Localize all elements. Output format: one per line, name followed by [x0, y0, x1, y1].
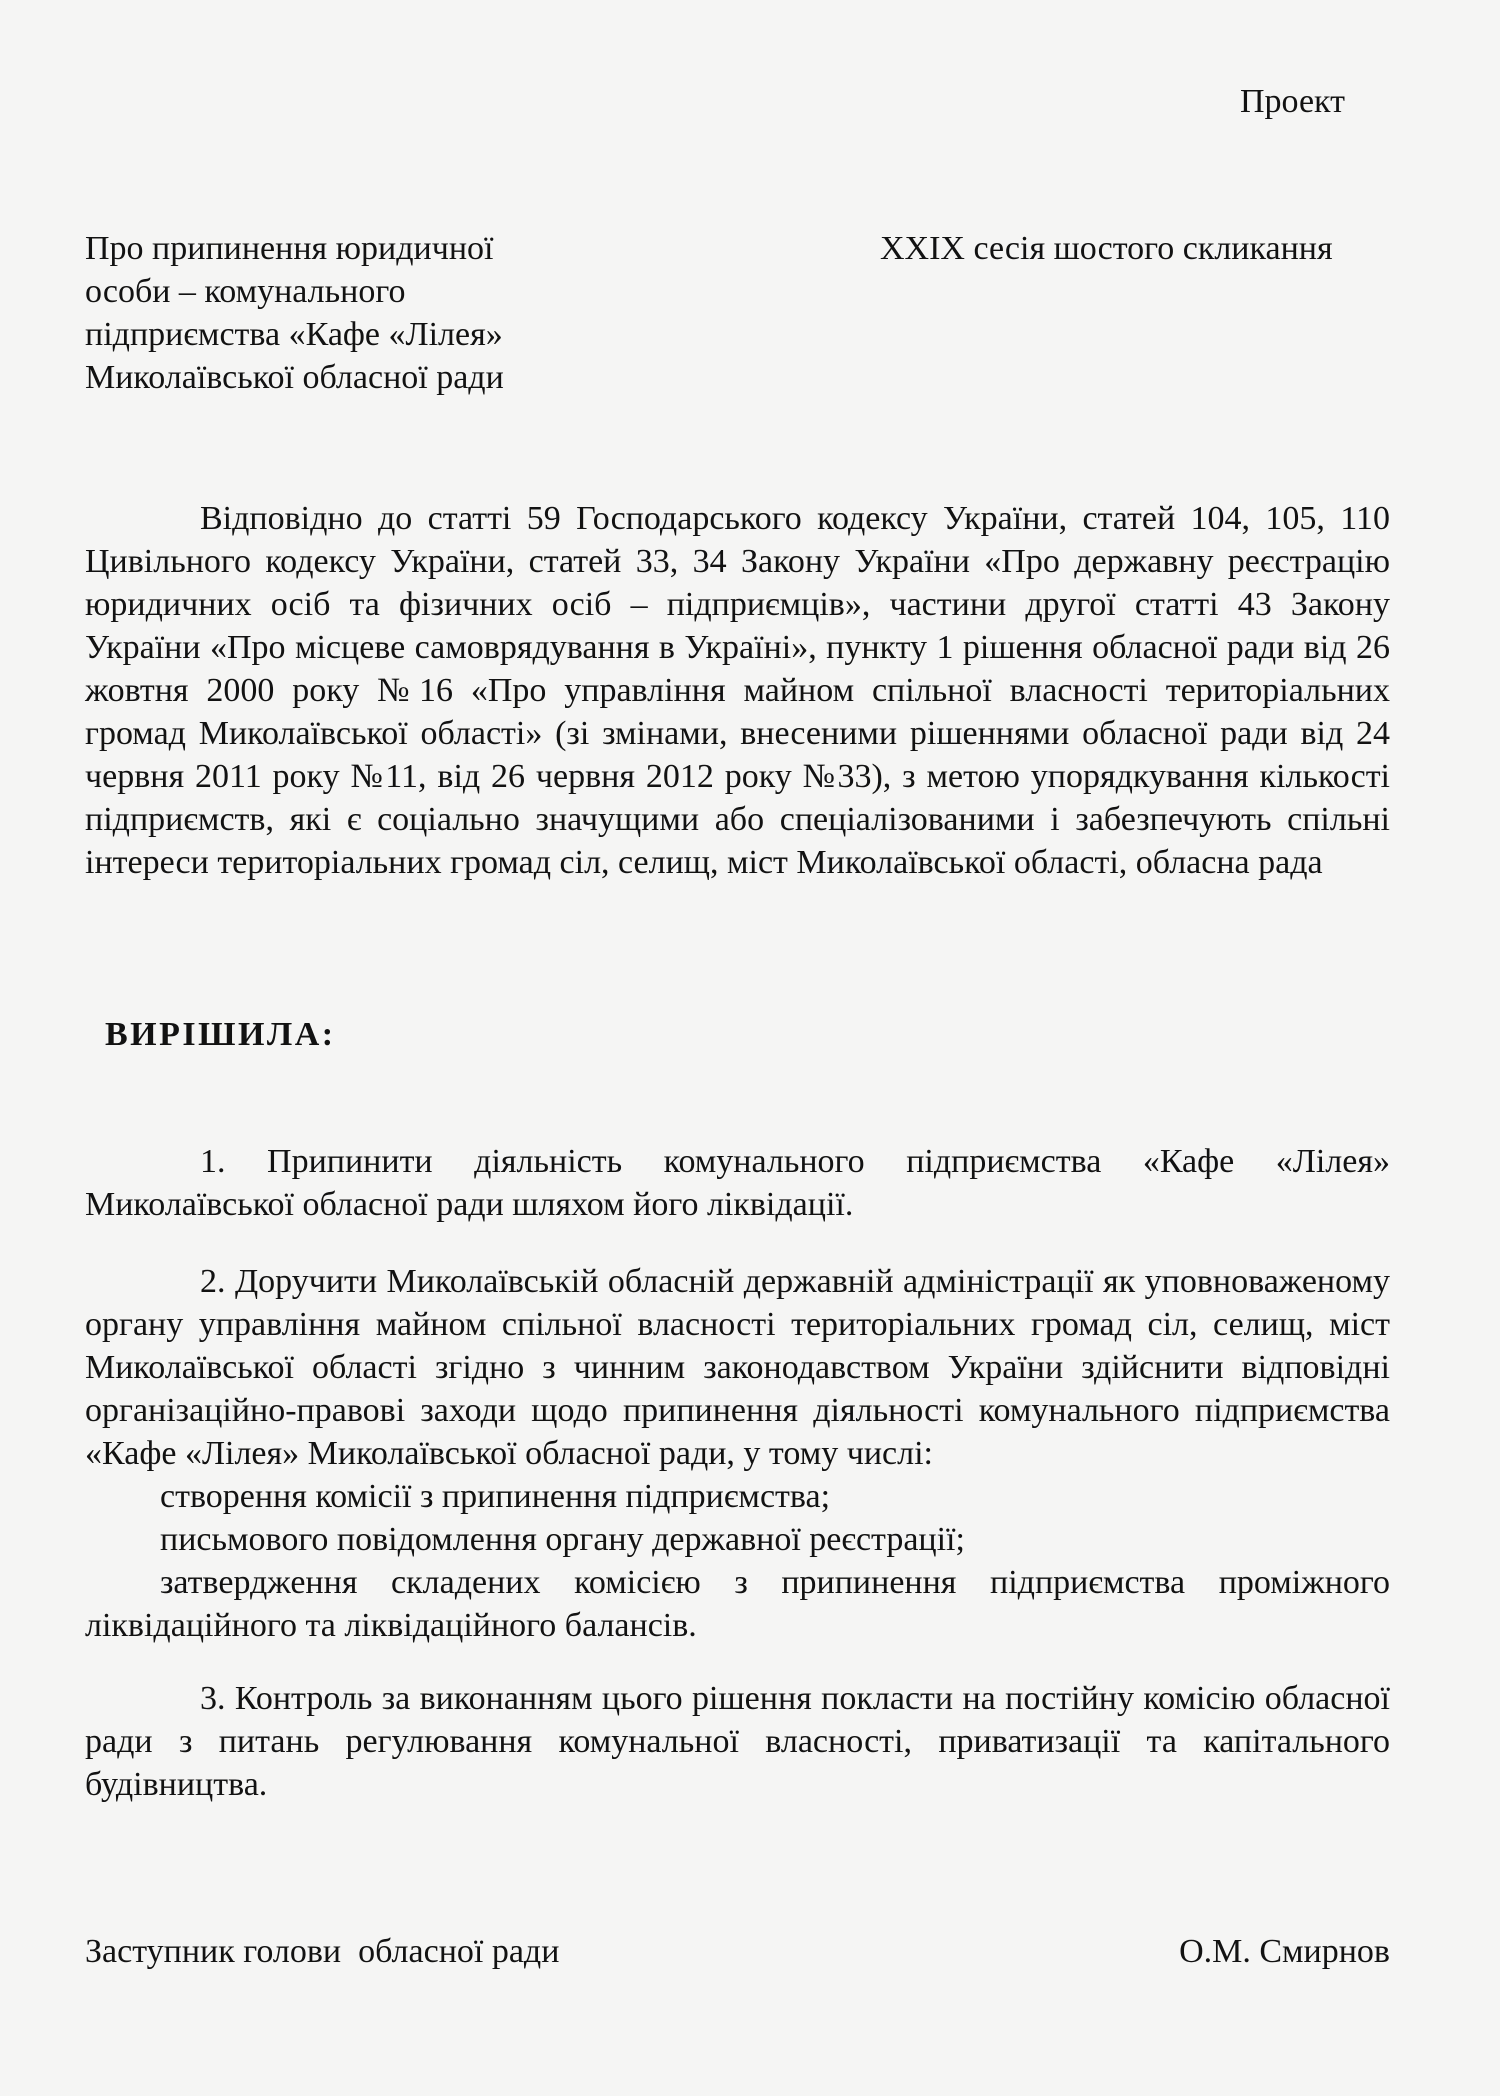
signature-row	[85, 1930, 1390, 1973]
title-line: особи – комунального	[85, 273, 406, 310]
decision-item-2-subitem-1: створення комісії з припинення підприємства;	[160, 1478, 831, 1515]
document-title	[85, 227, 525, 399]
decision-item-2-subitem-3: затвердження складених комісією з припинення підприємства проміжного ліквідаційного та ліквідаційного балансів.	[85, 1564, 1390, 1644]
title-line: підприємства «Кафе «Лілея»	[85, 316, 503, 353]
session-label: XXIX сесія шостого скликання	[880, 230, 1333, 267]
draft-label: Проект	[1240, 83, 1345, 120]
title-line: Про припинення юридичної	[85, 230, 494, 267]
document-header	[85, 227, 1390, 399]
decision-item-1: 1. Припинити діяльність комунального підприємства «Кафе «Лілея» Миколаївської обласної ради шляхом його ліквідації.	[85, 1143, 1390, 1223]
decision-item-2-subitem-2: письмового повідомлення органу державної реєстрації;	[160, 1521, 965, 1558]
decision-item-2: 2. Доручити Миколаївській обласній державній адміністрації як уповноваженому органу управління майном спільної власності територіальних громад сіл, селищ, міст Миколаївської області згідно з чинним законодавством України здійснити відповідні організаційно-правові заходи щодо припинення діяльності комунального підприємства «Кафе «Лілея» Миколаївської обласної ради, у тому числі:	[85, 1263, 1390, 1472]
signature-position: Заступник голови обласної ради	[85, 1933, 560, 1970]
preamble-paragraph: Відповідно до статті 59 Господарського кодексу України, статей 104, 105, 110 Цивільного кодексу України, статей 33, 34 Закону України «Про державну реєстрацію юридичних осіб та фізичних осіб – підприємців», частини другої статті 43 Закону України «Про місцеве самоврядування в Україні», пункту 1 рішення обласної ради від 26 жовтня 2000 року №16 «Про управління майном спільної власності територіальних громад Миколаївської області» (зі змінами, внесеними рішеннями обласної ради від 24 червня 2011 року №11, від 26 червня 2012 року №33), з метою упорядкування кількості підприємств, які є соціально значущими або спеціалізованими і забезпечують спільні інтереси територіальних громад сіл, селищ, міст Миколаївської області, обласна рада	[85, 500, 1390, 881]
signature-name: О.М. Смирнов	[1179, 1933, 1390, 1970]
resolved-heading: ВИРІШИЛА:	[105, 1016, 336, 1053]
title-line: Миколаївської обласної ради	[85, 359, 504, 396]
decision-item-3: 3. Контроль за виконанням цього рішення покласти на постійну комісію обласної ради з питань регулювання комунальної власності, приватизації та капітального будівництва.	[85, 1680, 1390, 1803]
